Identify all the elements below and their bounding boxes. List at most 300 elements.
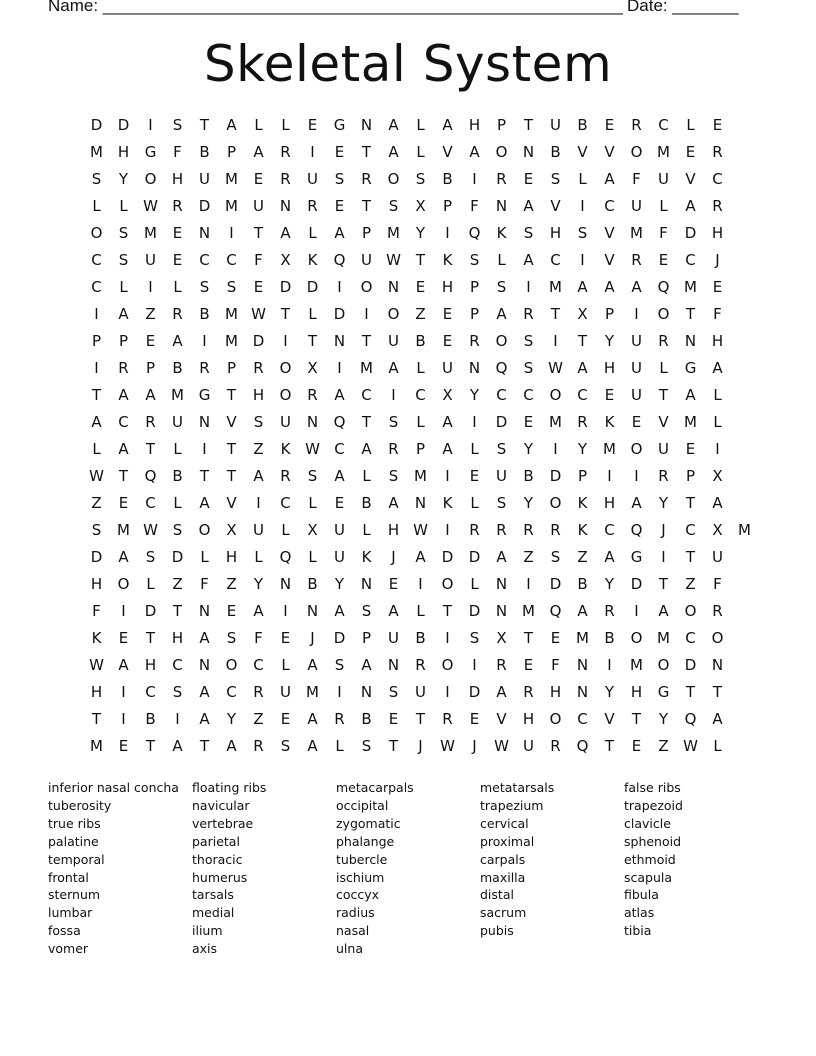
grid-letter[interactable]: C [712,170,723,188]
grid-letter[interactable]: C [577,710,588,728]
grid-letter[interactable]: R [523,683,534,701]
grid-letter[interactable]: O [387,170,400,188]
grid-letter[interactable]: R [280,170,291,188]
grid-letter[interactable]: S [172,683,183,701]
grid-letter[interactable]: R [631,116,642,134]
grid-letter[interactable]: N [711,656,724,674]
grid-letter[interactable]: B [361,494,372,512]
grid-letter[interactable]: E [334,494,345,512]
grid-letter[interactable]: L [497,251,506,269]
grid-letter[interactable]: O [198,521,211,539]
grid-letter[interactable]: A [577,359,588,377]
grid-letter[interactable]: M [117,521,130,539]
grid-letter[interactable]: P [91,332,102,350]
grid-letter[interactable]: T [145,629,156,647]
grid-letter[interactable]: A [307,737,318,755]
grid-letter[interactable]: Y [604,683,615,701]
grid-letter[interactable]: A [658,602,669,620]
grid-letter[interactable]: R [469,332,480,350]
grid-letter[interactable]: T [199,737,210,755]
grid-letter[interactable]: N [387,656,400,674]
grid-letter[interactable]: N [279,575,292,593]
grid-letter[interactable]: A [199,494,210,512]
grid-letter[interactable]: R [496,170,507,188]
grid-letter[interactable]: U [145,251,156,269]
grid-letter[interactable]: J [715,251,720,269]
grid-letter[interactable]: C [604,197,615,215]
grid-letter[interactable]: D [90,116,103,134]
grid-letter[interactable]: L [578,170,587,188]
grid-letter[interactable]: X [415,197,426,215]
grid-letter[interactable]: H [90,683,103,701]
grid-letter[interactable]: E [334,143,345,161]
grid-letter[interactable]: N [198,656,211,674]
grid-letter[interactable]: K [442,494,453,512]
grid-letter[interactable]: I [121,683,126,701]
grid-letter[interactable]: B [415,332,426,350]
grid-letter[interactable]: Y [577,440,588,458]
grid-letter[interactable]: N [495,602,508,620]
grid-letter[interactable]: W [386,251,401,269]
grid-letter[interactable]: Q [657,278,670,296]
grid-letter[interactable]: L [173,278,182,296]
grid-letter[interactable]: M [657,143,670,161]
grid-letter[interactable]: E [712,278,723,296]
grid-letter[interactable]: H [549,224,562,242]
grid-letter[interactable]: Q [576,737,589,755]
grid-letter[interactable]: O [657,656,670,674]
grid-letter[interactable]: S [199,278,210,296]
grid-letter[interactable]: Y [334,575,345,593]
grid-letter[interactable]: R [523,305,534,323]
grid-letter[interactable]: E [523,656,534,674]
grid-letter[interactable]: A [442,413,453,431]
grid-letter[interactable]: T [604,737,615,755]
grid-letter[interactable]: S [334,656,345,674]
grid-letter[interactable]: O [279,386,292,404]
grid-letter[interactable]: E [388,710,399,728]
grid-letter[interactable]: Z [658,737,669,755]
grid-letter[interactable]: P [361,629,372,647]
grid-letter[interactable]: L [119,197,128,215]
grid-letter[interactable]: S [361,737,372,755]
grid-letter[interactable]: M [171,386,184,404]
grid-letter[interactable]: S [118,251,129,269]
grid-letter[interactable]: S [91,521,102,539]
grid-letter[interactable]: A [523,251,534,269]
grid-letter[interactable]: Q [279,548,292,566]
grid-letter[interactable]: R [388,440,399,458]
grid-letter[interactable]: S [334,170,345,188]
grid-letter[interactable]: T [523,629,534,647]
grid-letter[interactable]: A [253,143,264,161]
grid-letter[interactable]: A [388,359,399,377]
grid-letter[interactable]: Y [523,440,534,458]
grid-letter[interactable]: V [442,143,453,161]
grid-letter[interactable]: T [226,467,237,485]
grid-letter[interactable]: N [576,656,589,674]
grid-letter[interactable]: P [118,332,129,350]
grid-letter[interactable]: M [549,413,562,431]
grid-letter[interactable]: Z [577,548,588,566]
grid-letter[interactable]: Q [549,602,562,620]
grid-letter[interactable]: A [226,116,237,134]
grid-letter[interactable]: D [279,278,292,296]
grid-letter[interactable]: U [172,413,183,431]
grid-letter[interactable]: T [658,575,669,593]
grid-letter[interactable]: T [307,332,318,350]
grid-letter[interactable]: T [631,710,642,728]
grid-letter[interactable]: L [254,116,263,134]
grid-letter[interactable]: E [685,440,696,458]
grid-letter[interactable]: S [91,170,102,188]
grid-letter[interactable]: N [684,332,697,350]
grid-letter[interactable]: T [442,602,453,620]
grid-letter[interactable]: C [91,251,102,269]
grid-letter[interactable]: R [415,656,426,674]
grid-letter[interactable]: Y [118,170,129,188]
grid-letter[interactable]: S [388,683,399,701]
grid-letter[interactable]: X [712,467,723,485]
grid-letter[interactable]: I [283,602,288,620]
grid-letter[interactable]: L [416,116,425,134]
grid-letter[interactable]: I [607,467,612,485]
grid-letter[interactable]: S [577,224,588,242]
grid-letter[interactable]: N [360,116,373,134]
grid-letter[interactable]: E [253,170,264,188]
grid-letter[interactable]: I [553,440,558,458]
grid-letter[interactable]: A [604,170,615,188]
grid-letter[interactable]: K [442,251,453,269]
grid-letter[interactable]: M [225,170,238,188]
grid-letter[interactable]: S [145,548,156,566]
grid-letter[interactable]: L [416,143,425,161]
grid-letter[interactable]: A [361,440,372,458]
grid-letter[interactable]: I [283,332,288,350]
grid-letter[interactable]: C [415,386,426,404]
grid-letter[interactable]: I [526,278,531,296]
grid-letter[interactable]: P [685,467,696,485]
grid-letter[interactable]: Y [604,332,615,350]
grid-letter[interactable]: A [280,224,291,242]
grid-letter[interactable]: L [659,359,668,377]
grid-letter[interactable]: U [442,359,453,377]
grid-letter[interactable]: E [604,116,615,134]
grid-letter[interactable]: F [92,602,101,620]
grid-letter[interactable]: S [388,413,399,431]
grid-letter[interactable]: M [738,521,751,539]
grid-letter[interactable]: L [713,386,722,404]
grid-letter[interactable]: M [90,737,103,755]
grid-letter[interactable]: W [548,359,563,377]
grid-letter[interactable]: M [387,224,400,242]
grid-letter[interactable]: B [307,575,318,593]
grid-letter[interactable]: N [414,494,427,512]
grid-letter[interactable]: A [631,494,642,512]
grid-letter[interactable]: I [580,251,585,269]
grid-letter[interactable]: E [388,575,399,593]
grid-letter[interactable]: U [361,251,372,269]
grid-letter[interactable]: Z [91,494,102,512]
grid-letter[interactable]: H [441,278,454,296]
grid-letter[interactable]: T [550,305,561,323]
grid-letter[interactable]: L [416,602,425,620]
grid-letter[interactable]: N [576,683,589,701]
grid-letter[interactable]: I [526,575,531,593]
grid-letter[interactable]: R [496,521,507,539]
grid-letter[interactable]: A [496,305,507,323]
grid-letter[interactable]: R [118,359,129,377]
grid-letter[interactable]: I [418,575,423,593]
grid-letter[interactable]: E [469,710,480,728]
grid-letter[interactable]: D [117,116,130,134]
grid-letter[interactable]: R [253,737,264,755]
grid-letter[interactable]: I [553,332,558,350]
grid-letter[interactable]: M [630,656,643,674]
grid-letter[interactable]: H [252,386,265,404]
grid-letter[interactable]: L [470,440,479,458]
grid-letter[interactable]: T [226,440,237,458]
grid-letter[interactable]: N [387,278,400,296]
grid-letter[interactable]: F [470,197,479,215]
grid-letter[interactable]: Z [523,548,534,566]
grid-letter[interactable]: W [440,737,455,755]
grid-letter[interactable]: H [225,548,238,566]
grid-letter[interactable]: C [577,386,588,404]
grid-letter[interactable]: A [118,656,129,674]
grid-letter[interactable]: E [118,737,129,755]
grid-letter[interactable]: C [226,683,237,701]
grid-letter[interactable]: A [577,278,588,296]
grid-letter[interactable]: Y [415,224,426,242]
grid-letter[interactable]: W [143,521,158,539]
grid-letter[interactable]: V [496,710,507,728]
grid-letter[interactable]: K [307,251,318,269]
grid-letter[interactable]: A [496,548,507,566]
grid-letter[interactable]: L [92,197,101,215]
grid-letter[interactable]: N [522,143,535,161]
grid-letter[interactable]: E [631,737,642,755]
grid-letter[interactable]: K [91,629,102,647]
grid-letter[interactable]: V [226,413,237,431]
grid-letter[interactable]: S [118,224,129,242]
grid-letter[interactable]: M [306,683,319,701]
grid-letter[interactable]: L [146,575,155,593]
grid-letter[interactable]: T [712,683,723,701]
grid-letter[interactable]: I [94,305,99,323]
grid-letter[interactable]: C [604,521,615,539]
grid-letter[interactable]: I [472,656,477,674]
grid-letter[interactable]: D [495,413,508,431]
grid-letter[interactable]: D [333,629,346,647]
grid-letter[interactable]: O [360,278,373,296]
grid-letter[interactable]: T [577,332,588,350]
grid-letter[interactable]: L [362,521,371,539]
grid-letter[interactable]: D [468,602,481,620]
grid-letter[interactable]: T [523,116,534,134]
grid-letter[interactable]: A [199,683,210,701]
grid-letter[interactable]: I [229,224,234,242]
grid-letter[interactable]: E [712,116,723,134]
grid-letter[interactable]: E [118,494,129,512]
grid-letter[interactable]: H [522,710,535,728]
grid-letter[interactable]: W [89,467,104,485]
grid-letter[interactable]: O [225,656,238,674]
grid-letter[interactable]: H [603,359,616,377]
grid-letter[interactable]: P [496,116,507,134]
grid-letter[interactable]: B [550,143,561,161]
grid-letter[interactable]: T [415,710,426,728]
grid-letter[interactable]: P [415,440,426,458]
grid-letter[interactable]: G [630,548,643,566]
grid-letter[interactable]: S [226,629,237,647]
grid-letter[interactable]: S [496,278,507,296]
grid-letter[interactable]: T [415,251,426,269]
grid-letter[interactable]: V [604,251,615,269]
grid-letter[interactable]: U [658,170,669,188]
grid-letter[interactable]: D [306,278,319,296]
grid-letter[interactable]: I [634,602,639,620]
grid-letter[interactable]: H [387,521,400,539]
grid-letter[interactable]: S [523,224,534,242]
grid-letter[interactable]: Y [469,386,480,404]
grid-letter[interactable]: G [333,116,346,134]
grid-letter[interactable]: A [712,494,723,512]
grid-letter[interactable]: A [469,143,480,161]
grid-letter[interactable]: O [684,602,697,620]
grid-letter[interactable]: A [334,467,345,485]
grid-letter[interactable]: E [334,197,345,215]
grid-letter[interactable]: Y [658,710,669,728]
grid-letter[interactable]: I [445,467,450,485]
grid-letter[interactable]: T [145,440,156,458]
grid-letter[interactable]: I [634,305,639,323]
grid-letter[interactable]: R [361,170,372,188]
grid-letter[interactable]: Y [604,575,615,593]
grid-letter[interactable]: E [280,710,291,728]
grid-letter[interactable]: A [388,602,399,620]
grid-letter[interactable]: S [172,116,183,134]
grid-letter[interactable]: C [361,386,372,404]
grid-letter[interactable]: O [711,629,724,647]
grid-letter[interactable]: I [337,683,342,701]
grid-letter[interactable]: A [334,386,345,404]
grid-letter[interactable]: P [469,305,480,323]
grid-letter[interactable]: A [496,683,507,701]
grid-letter[interactable]: I [121,602,126,620]
grid-letter[interactable]: Q [333,413,346,431]
grid-letter[interactable]: R [280,143,291,161]
grid-letter[interactable]: G [144,143,157,161]
grid-letter[interactable]: U [631,197,642,215]
grid-letter[interactable]: S [496,494,507,512]
grid-letter[interactable]: L [686,116,695,134]
grid-letter[interactable]: N [333,332,346,350]
grid-letter[interactable]: A [172,737,183,755]
grid-letter[interactable]: T [685,494,696,512]
grid-letter[interactable]: V [604,143,615,161]
grid-letter[interactable]: Y [226,710,237,728]
grid-letter[interactable]: E [172,251,183,269]
grid-letter[interactable]: P [577,467,588,485]
grid-letter[interactable]: W [89,656,104,674]
grid-letter[interactable]: S [523,332,534,350]
grid-letter[interactable]: Z [253,440,264,458]
grid-letter[interactable]: R [712,197,723,215]
grid-letter[interactable]: W [143,197,158,215]
grid-letter[interactable]: N [468,359,481,377]
grid-letter[interactable]: R [307,386,318,404]
grid-letter[interactable]: C [145,683,156,701]
grid-letter[interactable]: A [334,224,345,242]
grid-letter[interactable]: A [91,413,102,431]
grid-letter[interactable]: I [121,710,126,728]
grid-letter[interactable]: S [253,413,264,431]
grid-letter[interactable]: R [550,521,561,539]
grid-letter[interactable]: O [630,143,643,161]
grid-letter[interactable]: R [253,683,264,701]
grid-letter[interactable]: T [91,386,102,404]
grid-letter[interactable]: K [577,521,588,539]
grid-letter[interactable]: D [684,656,697,674]
grid-letter[interactable]: V [226,494,237,512]
grid-letter[interactable]: J [310,629,315,647]
grid-letter[interactable]: K [604,413,615,431]
grid-letter[interactable]: A [199,710,210,728]
grid-letter[interactable]: U [658,440,669,458]
grid-letter[interactable]: B [577,575,588,593]
grid-letter[interactable]: D [441,548,454,566]
grid-letter[interactable]: Z [253,710,264,728]
grid-letter[interactable]: N [360,575,373,593]
grid-letter[interactable]: V [604,224,615,242]
grid-letter[interactable]: O [117,575,130,593]
grid-letter[interactable]: Z [145,305,156,323]
grid-letter[interactable]: I [715,440,720,458]
grid-letter[interactable]: X [307,359,318,377]
grid-letter[interactable]: N [495,575,508,593]
grid-letter[interactable]: U [631,386,642,404]
grid-letter[interactable]: S [496,440,507,458]
grid-letter[interactable]: E [172,224,183,242]
grid-letter[interactable]: U [253,521,264,539]
grid-letter[interactable]: Z [415,305,426,323]
grid-letter[interactable]: D [684,224,697,242]
grid-letter[interactable]: A [388,143,399,161]
grid-letter[interactable]: T [685,305,696,323]
grid-letter[interactable]: L [713,737,722,755]
grid-letter[interactable]: R [172,305,183,323]
grid-letter[interactable]: F [254,251,263,269]
grid-letter[interactable]: U [388,332,399,350]
grid-letter[interactable]: A [307,710,318,728]
grid-letter[interactable]: B [145,710,156,728]
grid-letter[interactable]: C [226,251,237,269]
grid-letter[interactable]: S [550,170,561,188]
grid-letter[interactable]: L [173,494,182,512]
grid-letter[interactable]: L [416,359,425,377]
grid-letter[interactable]: C [658,116,669,134]
grid-letter[interactable]: G [198,386,211,404]
grid-letter[interactable]: P [361,224,372,242]
grid-letter[interactable]: R [523,521,534,539]
grid-letter[interactable]: O [90,224,103,242]
grid-letter[interactable]: R [253,359,264,377]
grid-letter[interactable]: T [145,737,156,755]
grid-letter[interactable]: O [441,575,454,593]
grid-letter[interactable]: L [281,656,290,674]
grid-letter[interactable]: E [469,467,480,485]
